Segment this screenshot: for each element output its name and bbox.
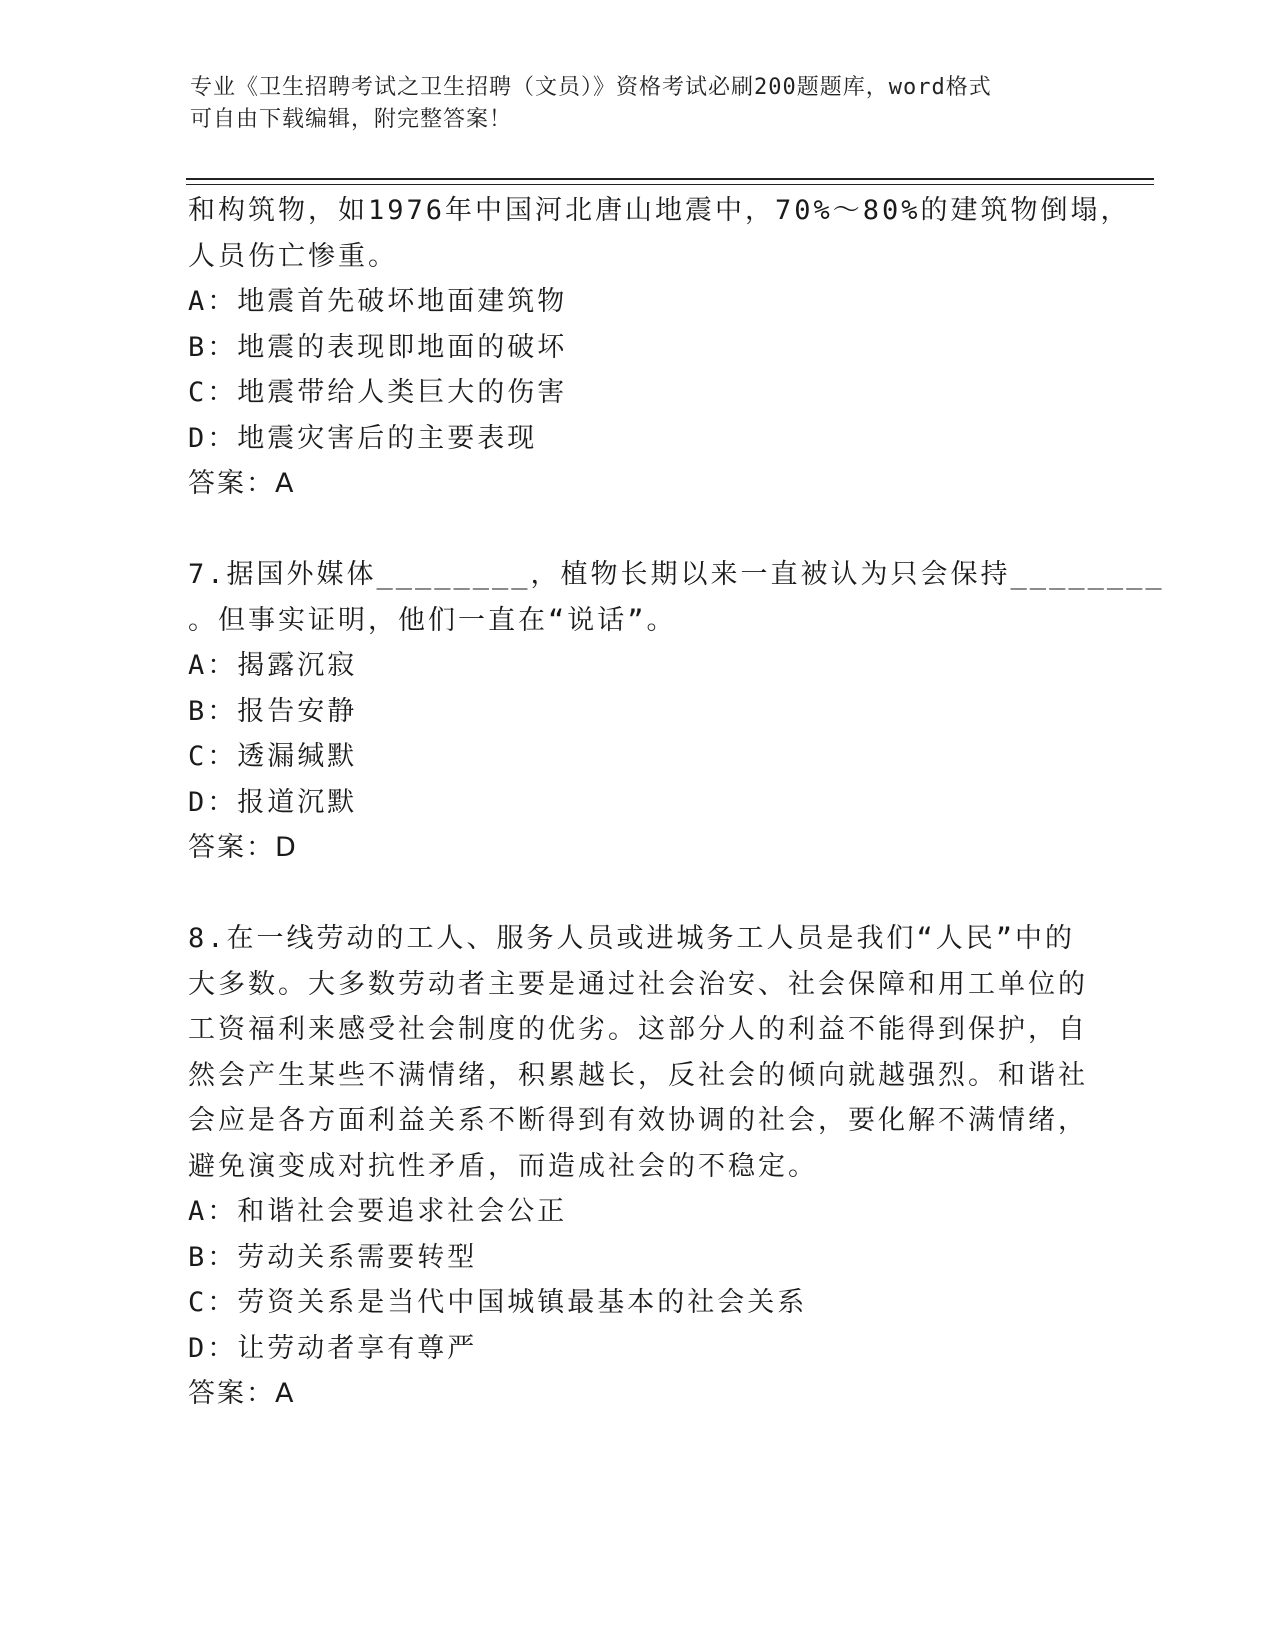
spacer	[188, 507, 1068, 553]
question-stem-line: 7.据国外媒体________，植物长期以来一直被认为只会保持________	[188, 559, 1165, 590]
question-stem-line: 人员伤亡惨重。	[188, 240, 398, 272]
option-c: C：劳资关系是当代中国城镇最基本的社会关系	[188, 1287, 808, 1318]
header-title-line-1: 专业《卫生招聘考试之卫生招聘（文员）》资格考试必刷200题题库，word格式	[190, 75, 992, 100]
question-stem-line: 会应是各方面利益关系不断得到有效协调的社会，要化解不满情绪，	[188, 1105, 1088, 1136]
option-a: A：揭露沉寂	[188, 650, 358, 681]
question-stem-line: 然会产生某些不满情绪，积累越长，反社会的倾向就越强烈。和谐社	[188, 1059, 1088, 1091]
option-b: B：劳动关系需要转型	[188, 1241, 478, 1273]
answer-line: 答案：A	[188, 1378, 296, 1409]
question-stem-line: 避免演变成对抗性矛盾，而造成社会的不稳定。	[188, 1150, 818, 1182]
question-stem-line: 和构筑物，如1976年中国河北唐山地震中，70%～80%的建筑物倒塌，	[188, 195, 1131, 226]
spacer	[188, 871, 1068, 917]
option-b: B：报告安静	[188, 695, 358, 727]
page-header	[190, 72, 1070, 136]
answer-line: 答案：A	[188, 468, 296, 499]
header-title-line-2: 可自由下载编辑，附完整答案！	[190, 107, 513, 132]
answer-line: 答案：D	[188, 832, 298, 863]
header-divider-thin	[186, 184, 1154, 185]
question-stem-line: 大多数。大多数劳动者主要是通过社会治安、社会保障和用工单位的	[188, 968, 1088, 1000]
header-divider-thick	[186, 178, 1154, 180]
question-stem-line: 8.在一线劳动的工人、服务人员或进城务工人员是我们“人民”中的	[188, 923, 1076, 954]
question-6	[188, 188, 1131, 507]
option-a: A：和谐社会要追求社会公正	[188, 1196, 568, 1227]
question-8	[188, 916, 1088, 1417]
option-d: D：让劳动者享有尊严	[188, 1332, 478, 1364]
option-a: A：地震首先破坏地面建筑物	[188, 286, 568, 317]
question-stem-line: 工资福利来感受社会制度的优劣。这部分人的利益不能得到保护，自	[188, 1014, 1088, 1045]
question-stem-line: 。但事实证明，他们一直在“说话”。	[188, 604, 677, 636]
document-body	[188, 188, 1165, 1417]
question-7	[188, 552, 1165, 871]
option-d: D：地震灾害后的主要表现	[188, 422, 538, 454]
option-b: B：地震的表现即地面的破坏	[188, 331, 568, 363]
option-c: C：透漏缄默	[188, 741, 358, 772]
option-d: D：报道沉默	[188, 786, 358, 818]
option-c: C：地震带给人类巨大的伤害	[188, 377, 568, 408]
